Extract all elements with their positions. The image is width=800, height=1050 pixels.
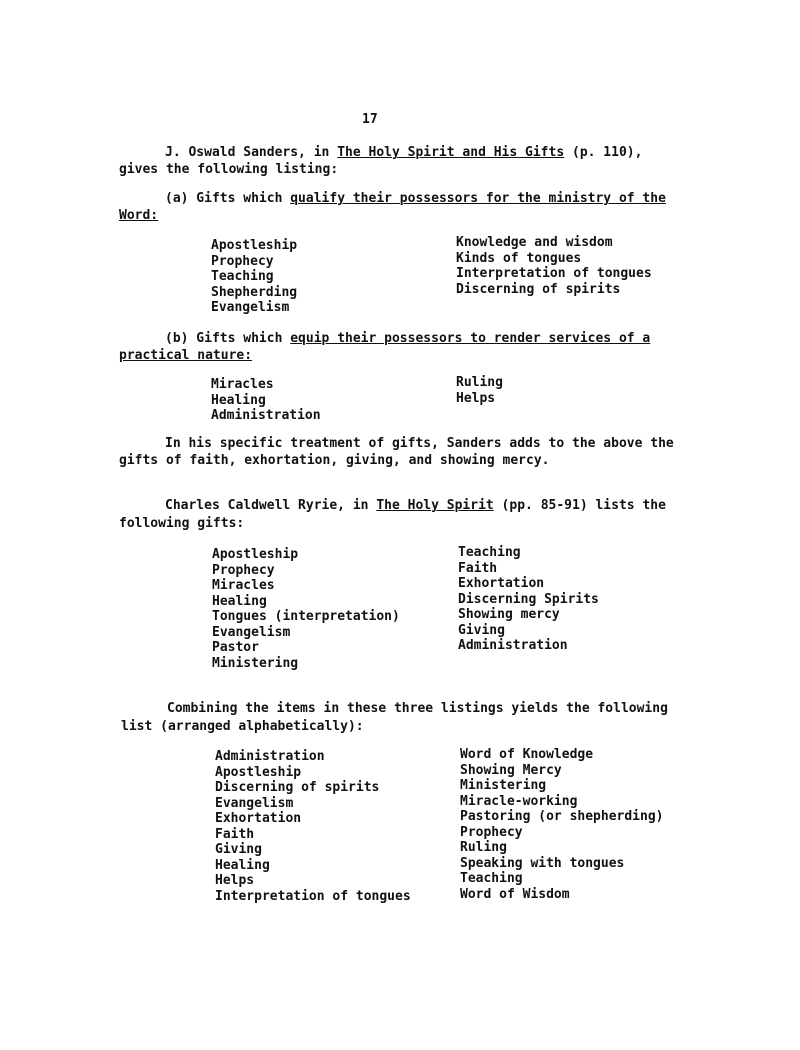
list-item: Shepherding xyxy=(211,284,298,300)
list-item: Discerning of spirits xyxy=(456,281,621,297)
section-b-heading xyxy=(165,331,650,347)
ryrie-intro-text-a: Charles Caldwell Ryrie, in xyxy=(165,498,377,513)
list-item: Ministering xyxy=(460,778,547,793)
section-a-left-list xyxy=(211,238,297,316)
list-item: Ministering xyxy=(212,655,299,671)
section-a-underlined: qualify their possessors for the ministry of the xyxy=(290,191,666,206)
section-a-prefix: (a) Gifts which xyxy=(165,191,291,206)
combined-left-list xyxy=(215,749,411,904)
list-item: Administration xyxy=(215,749,325,764)
section-a-right-list xyxy=(456,235,652,297)
sanders-book-title: The Holy Spirit and His Gifts xyxy=(337,145,565,160)
ryrie-intro-line2: following gifts: xyxy=(119,516,245,531)
list-item: Evangelism xyxy=(211,300,290,315)
page-number: 17 xyxy=(362,112,378,127)
list-item: Tongues (interpretation) xyxy=(212,609,400,624)
list-item: Exhortation xyxy=(215,811,302,826)
list-item: Healing xyxy=(212,593,267,609)
sanders-intro-text-a: J. Oswald Sanders, in xyxy=(165,145,338,160)
ryrie-book-title: The Holy Spirit xyxy=(376,498,494,513)
list-item: Apostleship xyxy=(211,238,298,253)
list-item: Giving xyxy=(458,622,505,638)
list-item: Apostleship xyxy=(215,764,302,780)
list-item: Apostleship xyxy=(212,547,299,562)
list-item: Pastoring (or shepherding) xyxy=(460,809,664,824)
list-item: Kinds of tongues xyxy=(456,250,582,266)
sanders-note-line2: gifts of faith, exhortation, giving, and showing mercy. xyxy=(119,453,550,468)
list-item: Knowledge and wisdom xyxy=(456,235,613,250)
section-b-right-list xyxy=(456,375,503,406)
list-item: Ruling xyxy=(456,375,503,390)
list-item: Prophecy xyxy=(212,562,275,578)
list-item: Miracles xyxy=(212,578,275,593)
list-item: Helps xyxy=(215,873,255,888)
list-item: Teaching xyxy=(458,545,521,560)
list-item: Discerning of spirits xyxy=(215,780,380,795)
combined-intro-line1: Combining the items in these three listings yields the following xyxy=(167,701,668,716)
list-item: Administration xyxy=(211,408,321,423)
list-item: Administration xyxy=(458,638,568,653)
sanders-intro-line1 xyxy=(165,145,642,161)
list-item: Healing xyxy=(215,857,270,873)
list-item: Evangelism xyxy=(215,795,294,811)
list-item: Speaking with tongues xyxy=(460,855,625,871)
list-item: Showing mercy xyxy=(458,607,560,622)
list-item: Miracle-working xyxy=(460,793,578,809)
section-a-underlined-cont: Word: xyxy=(119,208,159,223)
list-item: Interpretation of tongues xyxy=(215,888,411,904)
section-b-underlined-cont: practical nature: xyxy=(119,348,253,363)
combined-intro-line2: list (arranged alphabetically): xyxy=(121,719,364,734)
list-item: Pastor xyxy=(212,640,259,655)
list-item: Miracles xyxy=(211,377,274,392)
combined-right-list xyxy=(460,747,664,902)
list-item: Prophecy xyxy=(211,253,274,269)
ryrie-right-list xyxy=(458,545,599,654)
section-b-left-list xyxy=(211,377,321,424)
ryrie-left-list xyxy=(212,547,400,671)
sanders-intro-text-b: (p. 110), xyxy=(564,145,643,160)
list-item: Word of Knowledge xyxy=(460,747,594,762)
list-item: Evangelism xyxy=(212,624,291,640)
list-item: Teaching xyxy=(211,269,274,284)
list-item: Faith xyxy=(215,826,255,842)
list-item: Interpretation of tongues xyxy=(456,266,652,281)
list-item: Giving xyxy=(215,842,262,857)
list-item: Exhortation xyxy=(458,576,545,591)
section-b-prefix: (b) Gifts which xyxy=(165,331,291,346)
list-item: Faith xyxy=(458,560,498,576)
sanders-note-line1: In his specific treatment of gifts, Sanders adds to the above the xyxy=(165,436,674,451)
list-item: Teaching xyxy=(460,871,523,886)
section-a-heading xyxy=(165,191,666,207)
list-item: Ruling xyxy=(460,840,507,855)
list-item: Discerning Spirits xyxy=(458,591,599,607)
list-item: Prophecy xyxy=(460,824,523,840)
sanders-intro-line2: gives the following listing: xyxy=(119,162,339,177)
ryrie-intro-line1 xyxy=(165,498,666,514)
section-b-underlined: equip their possessors to render services of a xyxy=(290,331,651,346)
list-item: Word of Wisdom xyxy=(460,886,570,902)
list-item: Healing xyxy=(211,392,266,408)
list-item: Helps xyxy=(456,390,496,406)
list-item: Showing Mercy xyxy=(460,762,562,778)
ryrie-intro-text-b: (pp. 85-91) lists the xyxy=(493,498,666,513)
